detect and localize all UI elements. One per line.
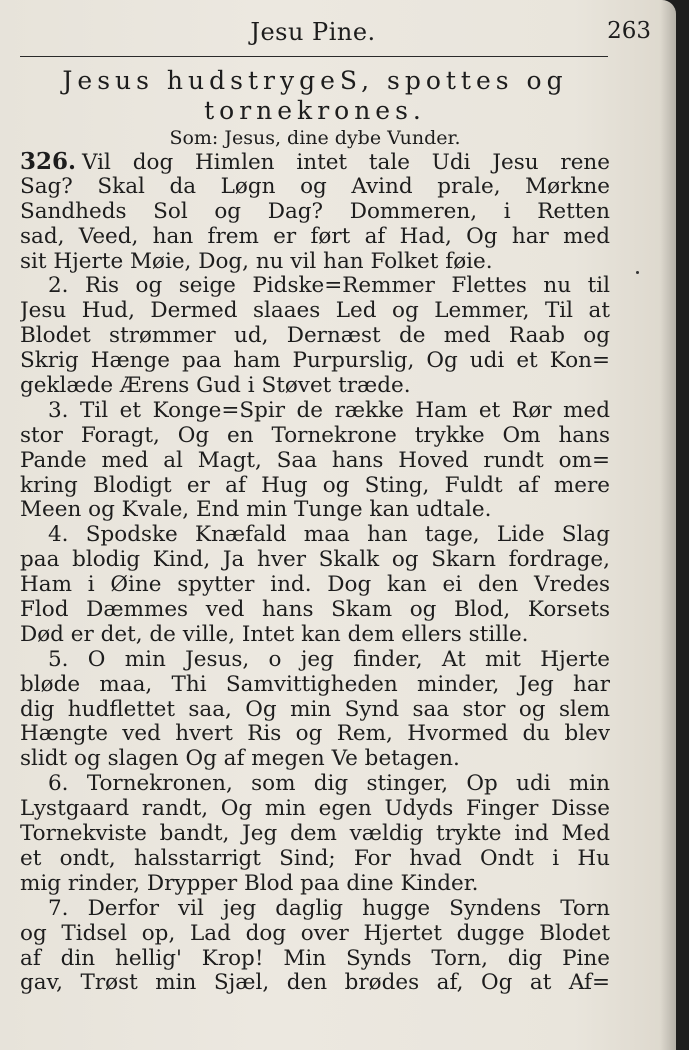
hymn-line-text: og Tidsel op, Lad dog over Hjertet dugge Blodet <box>20 921 610 946</box>
hymn-line-text: dig hudflettet saa, Og min Synd saa stor og slem <box>20 697 610 722</box>
hymn-line <box>20 797 610 822</box>
hymn-line-text: sit Hjerte Møie, Dog, nu vil han Folket føie. <box>20 249 493 274</box>
hymn-line <box>20 374 610 399</box>
hymn-line-text: Jesu Hud, Dermed slaaes Led og Lemmer, Til at <box>20 299 610 324</box>
melody-line: Som: Jesus, dine dybe Vunder. <box>169 127 461 149</box>
hymn-line-text: Sandheds Sol og Dag? Dommeren, i Retten <box>20 199 610 224</box>
hymn-line <box>20 548 610 573</box>
hymn-line <box>20 349 610 374</box>
hymn-line <box>20 274 610 299</box>
header-rule <box>20 56 608 57</box>
hymn-line-text: af din hellig' Krop! Min Synds Torn, dig Pine <box>20 946 610 971</box>
hymn-line <box>20 299 610 324</box>
hymn-line <box>20 897 610 922</box>
hymn-line-text: 3. Til et Konge=Spir de række Ham et Rør med <box>48 398 610 423</box>
hymn-line <box>20 847 610 872</box>
hymn-line-text: stor Foragt, Og en Tornekrone trykke Om hans <box>20 423 610 448</box>
hymn-line-text: Tornekviste bandt, Jeg dem vældig trykte ind Med <box>20 822 610 847</box>
hymn-line-text: kring Blodigt er af Hug og Sting, Fuldt af mere <box>20 473 610 498</box>
running-title: Jesu Pine. <box>250 18 376 46</box>
hymn-line-text: 4. Spodske Knæfald maa han tage, Lide Slag <box>48 523 610 548</box>
hymn-line <box>20 747 610 772</box>
hymn-line-text: Flod Dæmmes ved hans Skam og Blod, Korsets <box>20 598 610 623</box>
hymn-line <box>20 922 610 947</box>
hymn-line <box>20 449 610 474</box>
hymn-line <box>20 772 610 797</box>
hymn-line-text: Pande med al Magt, Saa hans Hoved rundt om= <box>20 448 610 473</box>
hymn-line-text: paa blodig Kind, Ja hver Skalk og Skarn fordrage, <box>20 548 610 573</box>
hymn-line-text: sad, Veed, han frem er ført af Had, Og har med <box>20 224 610 249</box>
hymn-line <box>20 399 610 424</box>
hymn-line-text: et ondt, halsstarrigt Sind; For hvad Ondt i Hu <box>20 846 610 871</box>
hymn-line <box>20 947 610 972</box>
hymn-title <box>20 66 610 126</box>
hymn-line-text: 2. Ris og seige Pidske=Remmer Flettes nu til <box>48 274 610 299</box>
hymn-line-text: Ham i Øine spytter ind. Dog kan ei den Vredes <box>20 573 610 598</box>
hymn-line <box>20 698 610 723</box>
hymn-line <box>20 175 610 200</box>
page-edge-shadow <box>660 0 676 1050</box>
hymn-line-text: geklæde Ærens Gud i Støvet træde. <box>20 374 411 399</box>
hymn-line-text: Hængte ved hvert Ris og Rem, Hvormed du blev <box>20 722 610 747</box>
hymn-line-text: 7. Derfor vil jeg daglig hugge Syndens Torn <box>48 896 610 921</box>
hymn-line-text: Sag? Skal da Løgn og Avind prale, Mørkne <box>20 174 610 199</box>
hymn-line <box>20 324 610 349</box>
hymn-line <box>20 250 610 275</box>
hymn-line <box>20 523 610 548</box>
hymn-line-text: Blodet strømmer ud, Dernæst de med Raab og <box>20 324 610 349</box>
hymn-line <box>20 598 610 623</box>
hymn-line-text: Skrig Hænge paa ham Purpurslig, Og udi et Kon= <box>20 349 610 374</box>
hymn-line-text: Meen og Kvale, End min Tunge kan udtale. <box>20 498 492 523</box>
hymn-line-text: gav, Trøst min Sjæl, den brødes af, Og at Af= <box>20 971 610 996</box>
hymn-line-text: slidt og slagen Og af megen Ve betagen. <box>20 747 460 772</box>
hymn-line <box>20 498 610 523</box>
hymn-line-text: 6. Tornekronen, som dig stinger, Op udi min <box>48 772 610 797</box>
page-number: 263 <box>607 18 651 44</box>
hymn-line <box>20 623 610 648</box>
hymn-line-text: bløde maa, Thi Samvittigheden minder, Jeg har <box>20 672 610 697</box>
hymn-line <box>20 648 610 673</box>
hymn-line-text: 5. O min Jesus, o jeg finder, At mit Hjerte <box>48 647 610 672</box>
running-head <box>20 18 651 52</box>
hymn-line <box>20 822 610 847</box>
hymn-line-text: Lystgaard randt, Og min egen Udyds Finger Disse <box>20 797 610 822</box>
hymn-line <box>20 971 610 996</box>
hymn-line <box>20 872 610 897</box>
hymn-title-line-2: tornekrones. <box>204 96 426 125</box>
hymn-title-line-1: Jesus hudstrygeS, spottes og <box>62 66 568 95</box>
hymn-line <box>20 150 610 175</box>
hymn-line-text: mig rinder, Drypper Blod paa dine Kinder. <box>20 871 479 896</box>
hymn-line <box>20 225 610 250</box>
hymn-text <box>20 150 610 996</box>
hymn-line <box>20 200 610 225</box>
hymn-line <box>20 424 610 449</box>
hymn-line <box>20 573 610 598</box>
paper-speck <box>636 271 639 274</box>
hymn-line <box>20 474 610 499</box>
hymn-line <box>20 722 610 747</box>
hymn-line <box>20 673 610 698</box>
hymn-number: 326. <box>20 150 77 175</box>
hymn-line-text: Vil dog Himlen intet tale Udi Jesu rene <box>82 150 610 175</box>
hymn-line-text: Død er det, de ville, Intet kan dem ellers stille. <box>20 622 529 647</box>
